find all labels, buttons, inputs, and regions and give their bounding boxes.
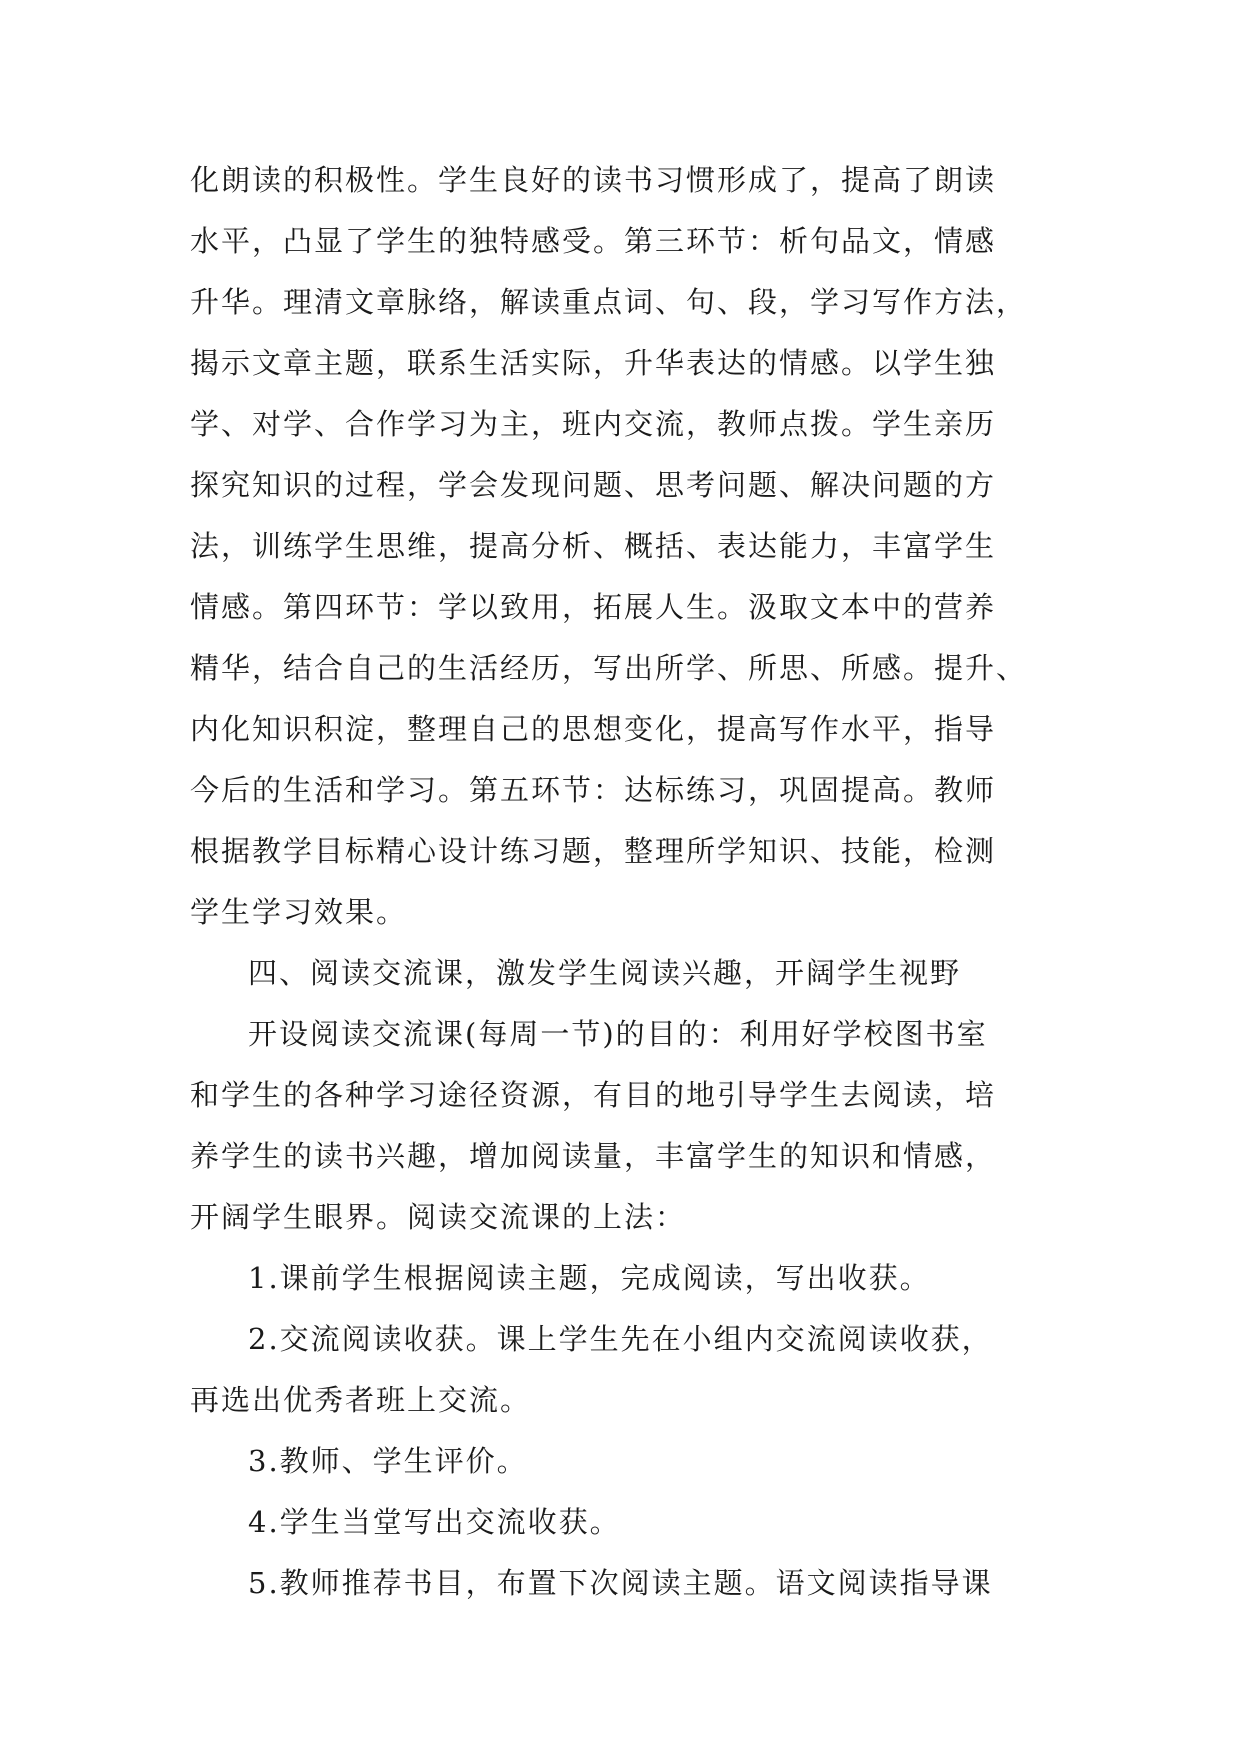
text-line: 水平，凸显了学生的独特感受。第三环节：析句品文，情感	[190, 224, 997, 258]
numbered-item: 4.学生当堂写出交流收获。	[248, 1505, 621, 1539]
text-line: 揭示文章主题，联系生活实际，升华表达的情感。以学生独	[190, 346, 997, 380]
numbered-item: 2.交流阅读收获。课上学生先在小组内交流阅读收获，	[248, 1322, 993, 1356]
text-line: 内化知识积淀，整理自己的思想变化，提高写作水平，指导	[190, 712, 997, 746]
text-line: 开阔学生眼界。阅读交流课的上法：	[190, 1200, 687, 1234]
text-line: 根据教学目标精心设计练习题，整理所学知识、技能，检测	[190, 834, 997, 868]
text-line: 学、对学、合作学习为主，班内交流，教师点拨。学生亲历	[190, 407, 997, 441]
text-line: 探究知识的过程，学会发现问题、思考问题、解决问题的方	[190, 468, 997, 502]
text-line: 今后的生活和学习。第五环节：达标练习，巩固提高。教师	[190, 773, 997, 807]
text-line: 养学生的读书兴趣，增加阅读量，丰富学生的知识和情感，	[190, 1139, 997, 1173]
text-line: 升华。理清文章脉络，解读重点词、句、段，学习写作方法，	[190, 285, 1028, 319]
body-text	[190, 150, 1050, 1614]
text-line: 法，训练学生思维，提高分析、概括、表达能力，丰富学生	[190, 529, 997, 563]
numbered-item: 3.教师、学生评价。	[248, 1444, 528, 1478]
text-line: 学生学习效果。	[190, 895, 408, 929]
section-heading: 四、阅读交流课，激发学生阅读兴趣，开阔学生视野	[248, 956, 962, 990]
text-line: 精华，结合自己的生活经历，写出所学、所思、所感。提升、	[190, 651, 1028, 685]
text-line: 再选出优秀者班上交流。	[190, 1383, 532, 1417]
text-line: 和学生的各种学习途径资源，有目的地引导学生去阅读，培	[190, 1078, 997, 1112]
text-line: 情感。第四环节：学以致用，拓展人生。汲取文本中的营养	[190, 590, 997, 624]
text-line: 化朗读的积极性。学生良好的读书习惯形成了，提高了朗读	[190, 163, 997, 197]
numbered-item: 1.课前学生根据阅读主题，完成阅读，写出收获。	[248, 1261, 931, 1295]
text-line: 开设阅读交流课(每周一节)的目的：利用好学校图书室	[248, 1017, 988, 1051]
numbered-item: 5.教师推荐书目，布置下次阅读主题。语文阅读指导课	[248, 1566, 993, 1600]
